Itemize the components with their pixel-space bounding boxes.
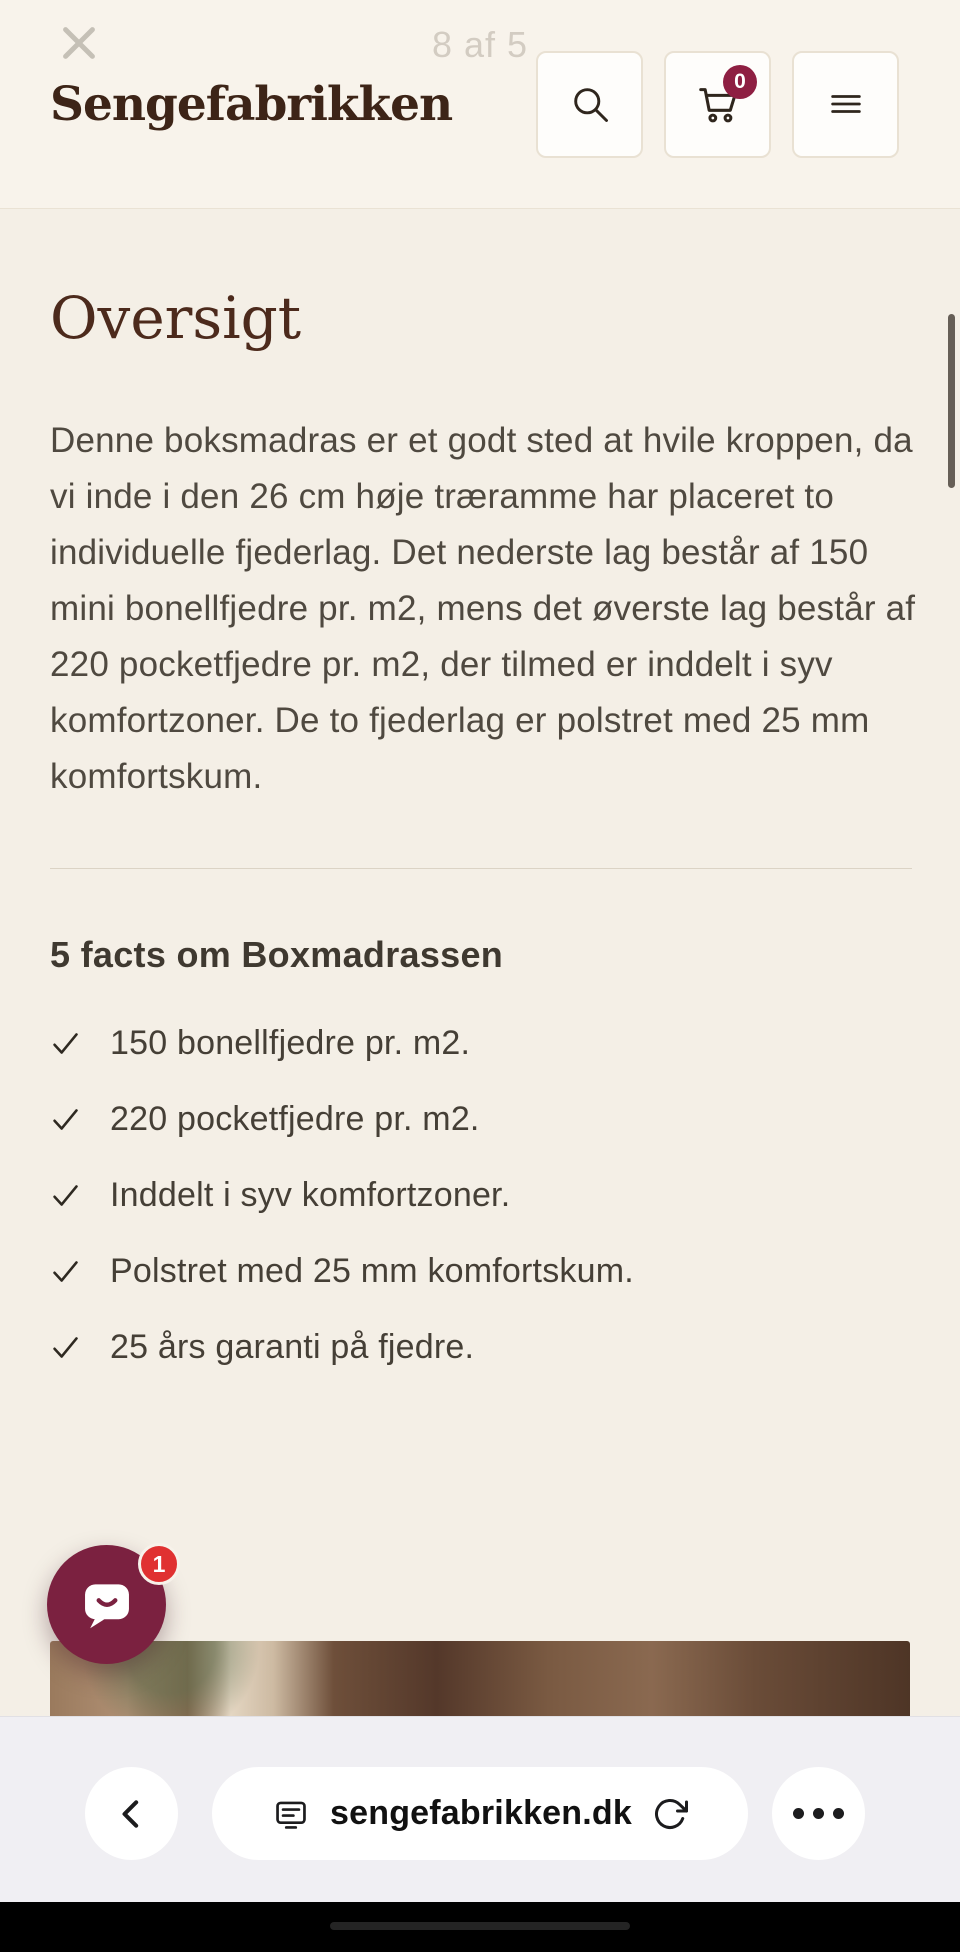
chat-badge: 1 — [138, 1543, 180, 1585]
header-buttons — [536, 51, 899, 158]
url-text: sengefabrikken.dk — [330, 1794, 632, 1832]
check-icon — [50, 1332, 81, 1363]
fact-text: 25 års garanti på fjedre. — [110, 1327, 475, 1366]
browser-toolbar — [0, 1716, 960, 1902]
reload-icon[interactable] — [652, 1796, 688, 1832]
hamburger-icon — [826, 84, 866, 124]
fact-text: 220 pocketfjedre pr. m2. — [110, 1099, 480, 1138]
page-title: Oversigt — [50, 284, 302, 352]
home-indicator[interactable] — [330, 1922, 630, 1930]
menu-button[interactable] — [792, 51, 899, 158]
check-icon — [50, 1180, 81, 1211]
fact-text: Polstret med 25 mm komfortskum. — [110, 1251, 634, 1290]
site-logo[interactable]: Sengefabrikken — [50, 76, 453, 132]
fact-item — [50, 1174, 634, 1216]
chevron-left-icon — [112, 1794, 152, 1834]
fact-item — [50, 1326, 634, 1368]
search-icon — [568, 82, 612, 126]
fact-item — [50, 1250, 634, 1292]
facts-heading: 5 facts om Boxmadrassen — [50, 934, 504, 975]
search-button[interactable] — [536, 51, 643, 158]
chat-icon — [76, 1574, 138, 1636]
fact-item — [50, 1022, 634, 1064]
reader-icon — [272, 1795, 310, 1833]
fact-text: 150 bonellfjedre pr. m2. — [110, 1023, 471, 1062]
scrollbar-thumb[interactable] — [948, 314, 955, 488]
facts-list — [50, 1022, 634, 1402]
check-icon — [50, 1028, 81, 1059]
intro-paragraph: Denne boksmadras er et godt sted at hvile kroppen, da vi inde i den 26 cm høje træramme har placeret to individuelle fjederlag. Det nederste lag består af 150 mini bonellfjedre pr. m2, mens det øverste lag består af 220 pocketfjedre pr. m2, der tilmed er inddelt i syv komfortzoner. De to fjederlag er polstret med 25 mm komfortskum. — [50, 421, 916, 796]
back-button[interactable] — [85, 1767, 178, 1860]
cart-badge: 0 — [723, 65, 757, 99]
cart-button[interactable] — [664, 51, 771, 158]
check-icon — [50, 1256, 81, 1287]
more-button[interactable] — [772, 1767, 865, 1860]
check-icon — [50, 1104, 81, 1135]
ellipsis-icon — [793, 1808, 844, 1819]
address-bar[interactable] — [212, 1767, 748, 1860]
fact-item — [50, 1098, 634, 1140]
product-image — [50, 1641, 910, 1718]
bottom-strip — [0, 1902, 960, 1952]
fact-text: Inddelt i syv komfortzoner. — [110, 1175, 511, 1214]
chat-widget-button[interactable] — [47, 1545, 166, 1664]
section-divider — [50, 868, 912, 869]
image-counter: 8 af 5 — [431, 24, 529, 65]
